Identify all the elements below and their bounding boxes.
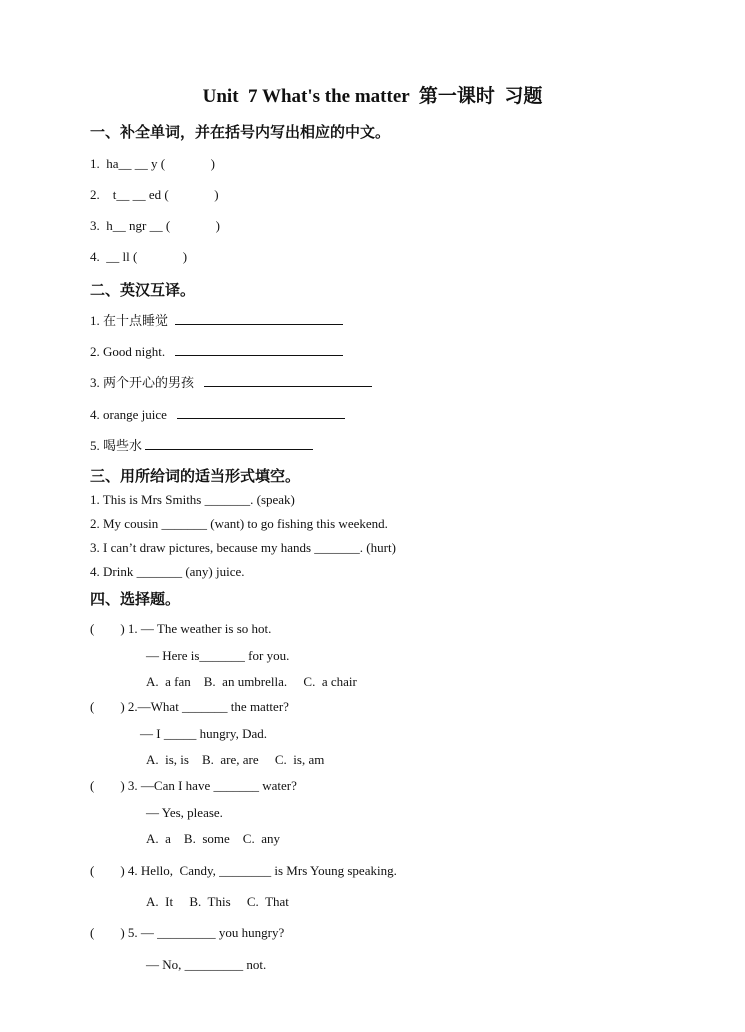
q4-options: A. It B. This C. That — [146, 894, 289, 909]
q2-stem: ( ) 2.—What _______ the matter? — [90, 699, 289, 714]
q4-stem: ( ) 4. Hello, Candy, ________ is Mrs Young speaking. — [90, 863, 397, 878]
s2-item-5-text: 5. 喝些水 — [90, 438, 146, 453]
s2-item-4-text: 4. orange juice — [90, 407, 177, 422]
q2-line-1: — I _____ hungry, Dad. — [140, 726, 267, 741]
answer-blank — [177, 406, 345, 419]
section-3-heading: 三、用所给词的适当形式填空。 — [90, 467, 301, 485]
s3-item-3: 3. I can’t draw pictures, because my hands _______. (hurt) — [90, 540, 396, 555]
s1-item-4: 4. __ ll ( ) — [90, 249, 188, 264]
s2-item-3 — [90, 374, 372, 391]
s1-item-2: 2. t__ __ ed ( ) — [90, 187, 219, 202]
s1-item-3: 3. h__ ngr __ ( ) — [90, 218, 220, 233]
q5-line-1: — No, _________ not. — [146, 957, 267, 972]
page-title: Unit 7 What's the matter 第一课时 习题 — [202, 86, 543, 107]
s2-item-3-text: 3. 两个开心的男孩 — [90, 375, 204, 390]
q5-stem: ( ) 5. — _________ you hungry? — [90, 925, 285, 940]
s2-item-1-text: 1. 在十点睡觉 — [90, 313, 175, 328]
s2-item-5 — [90, 437, 313, 454]
answer-blank — [175, 312, 343, 325]
section-2-heading: 二、英汉互译。 — [90, 281, 196, 299]
q3-line-1: — Yes, please. — [146, 805, 223, 820]
s2-item-2-text: 2. Good night. — [90, 344, 175, 359]
q1-stem: ( ) 1. — The weather is so hot. — [90, 621, 272, 636]
section-1-heading: 一、补全单词，并在括号内写出相应的中文。 — [90, 123, 391, 141]
s2-item-2 — [90, 343, 343, 360]
q1-line-1: — Here is_______ for you. — [146, 648, 290, 663]
s1-item-1: 1. ha__ __ y ( ) — [90, 156, 215, 171]
answer-blank — [204, 374, 372, 387]
q1-options: A. a fan B. an umbrella. C. a chair — [146, 674, 357, 689]
q2-options: A. is, is B. are, are C. is, am — [146, 752, 325, 767]
answer-blank — [175, 343, 343, 356]
s3-item-2: 2. My cousin _______ (want) to go fishing this weekend. — [90, 516, 388, 531]
s3-item-1: 1. This is Mrs Smiths _______. (speak) — [90, 492, 295, 507]
s2-item-1 — [90, 312, 343, 329]
q3-options: A. a B. some C. any — [146, 831, 280, 846]
q3-stem: ( ) 3. —Can I have _______ water? — [90, 778, 297, 793]
s2-item-4 — [90, 406, 345, 423]
answer-blank — [145, 437, 313, 450]
s3-item-4: 4. Drink _______ (any) juice. — [90, 564, 245, 579]
section-4-heading: 四、选择题。 — [90, 590, 181, 608]
